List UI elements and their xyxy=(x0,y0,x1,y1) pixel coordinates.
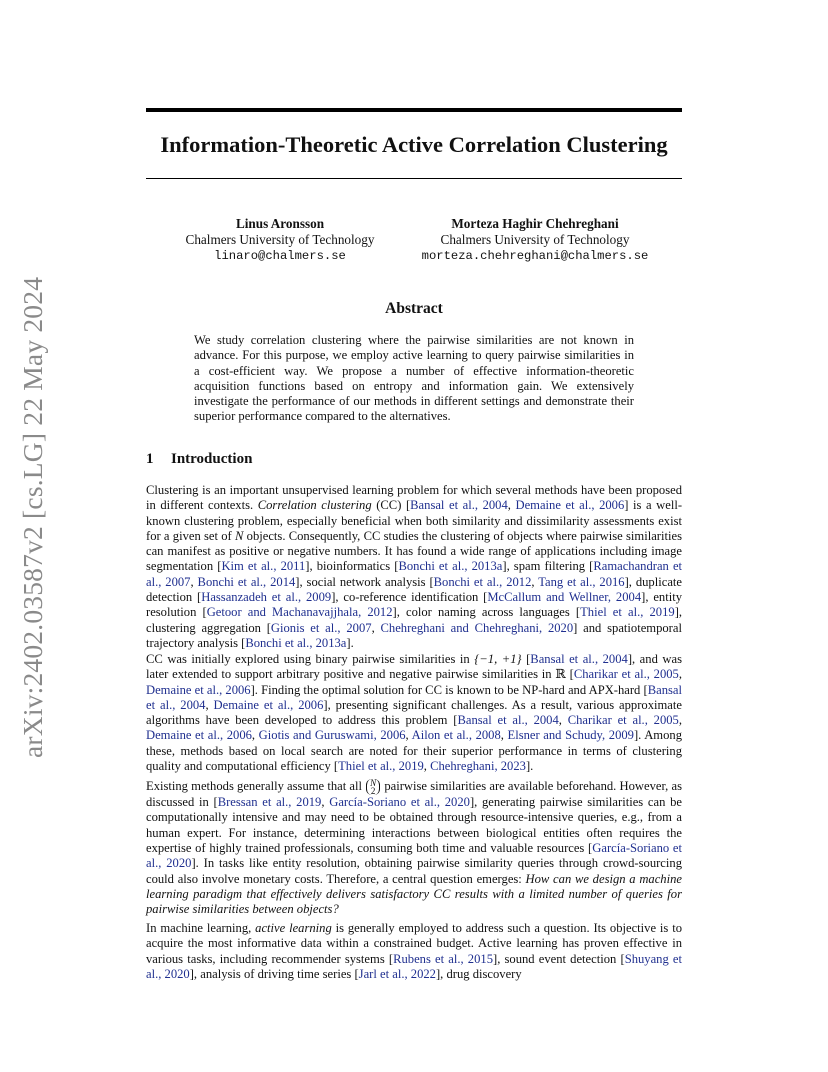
citation-link[interactable]: Bansal et al., 2004 xyxy=(457,713,559,728)
research-question: How can we design a machine learning paradigm that effectively delivers satisfactory CC results with a limited number of queries for pairwise similarities between objects? xyxy=(146,871,682,917)
author-name: Linus Aronsson xyxy=(235,216,325,231)
citation-link[interactable]: Demaine et al., 2006 xyxy=(515,498,625,513)
citation-link[interactable]: Ramachandran et al., 2007 xyxy=(146,559,683,589)
arxiv-identifier-stamp xyxy=(16,278,50,758)
author-email: morteza.chehreghani@chalmers.se xyxy=(421,249,649,263)
title-bottom-rule xyxy=(146,178,682,179)
citation-link[interactable]: Ailon et al., 2008 xyxy=(411,728,501,743)
arxiv-identifier-text: arXiv:2402.03587v2 [cs.LG] 22 May 2024 xyxy=(17,276,48,758)
citation-link[interactable]: Shuyang et al., 2020 xyxy=(146,951,683,981)
citation-link[interactable]: Gionis et al., 2007 xyxy=(270,620,372,635)
citation-link[interactable]: Charikar et al., 2005 xyxy=(573,667,679,682)
section-heading-introduction xyxy=(146,449,252,469)
paper-title: Information-Theoretic Active Correlation Clustering xyxy=(160,132,668,157)
citation-link[interactable]: Chehreghani and Chehreghani, 2020 xyxy=(380,620,574,635)
author-name: Morteza Haghir Chehreghani xyxy=(451,216,619,231)
math-symbol: N xyxy=(235,528,244,543)
citation-link[interactable]: Kim et al., 2011 xyxy=(221,559,306,574)
intro-paragraph-2: CC was initially explored using binary pairwise similarities in {−1, +1} [Bansal et al., 2004], and was later extended to support arbitrary positive and negative pairwise similarities in ℝ [Charikar et al., 2005, Demaine et al., 2006]. Finding the optimal solution for CC is known to be NP-hard and APX-hard [Bansal et al., 2004, Demaine et al., 2006], presenting significant challenges. As a result, various approximate algorithms have been developed to address this problem [Bansal et al., 2004, Charikar et al., 2005, Demaine et al., 2006, Giotis and Guruswami, 2006, Ailon et al., 2008, Elsner and Schudy, 2009]. Among these, methods based on local search are noted for their superior performance in terms of clustering quality and computational efficiency [Thiel et al., 2019, Chehreghani, 2023]. xyxy=(146,652,683,774)
citation-link[interactable]: Hassanzadeh et al., 2009 xyxy=(201,590,332,605)
citation-link[interactable]: Jarl et al., 2022 xyxy=(358,966,436,981)
author-affiliation: Chalmers University of Technology xyxy=(185,232,375,247)
citation-link[interactable]: McCallum and Wellner, 2004 xyxy=(487,590,642,605)
abstract-heading: Abstract xyxy=(385,300,443,317)
citation-link[interactable]: Demaine et al., 2006 xyxy=(213,697,324,712)
citation-link[interactable]: Charikar et al., 2005 xyxy=(567,713,679,728)
author-affiliation: Chalmers University of Technology xyxy=(440,232,630,247)
citation-link[interactable]: Thiel et al., 2019 xyxy=(580,605,675,620)
citation-link[interactable]: Bansal et al., 2004 xyxy=(146,682,682,712)
citation-link[interactable]: García-Soriano et al., 2020 xyxy=(146,841,683,871)
abstract-text: We study correlation clustering where the pairwise similarities are not known in advance. For this purpose, we employ active learning to query pairwise similarities in a cost-efficient way. We propose a number of effective information-theoretic acquisition functions based on entropy and information gain. We extensively investigate the performance of our methods in different settings and demonstrate their superior performance compared to the alternatives. xyxy=(194,333,634,424)
citation-link[interactable]: Giotis and Guruswami, 2006 xyxy=(258,728,406,743)
citation-link[interactable]: Bonchi et al., 2014 xyxy=(197,574,296,589)
intro-paragraph-3: Existing methods generally assume that all N 2 pairwise similarities are available beforehand. However, as discussed in [Bressan et al., 2019, García-Soriano et al., 2020], generating pairwise similarities can be computationally intensive and may need to be obtained through resource-intensive queries, e.g., from a human expert. For instance, determining interactions between biological entities often requires the expertise of highly trained professionals, consuming both time and valuable resources [García-Soriano et al., 2020]. In tasks like entity resolution, obtaining pairwise similarity queries through crowd-sourcing could also involve monetary costs. Therefore, a central question emerges: How can we design a machine learning paradigm that effectively delivers satisfactory CC results with a limited number of queries for pairwise similarities between objects? xyxy=(146,778,683,917)
author-block-1 xyxy=(170,216,390,264)
citation-link[interactable]: García-Soriano et al., 2020 xyxy=(329,795,470,810)
title-top-rule xyxy=(146,108,682,112)
intro-paragraph-4: In machine learning, active learning is generally employed to address such a question. Its objective is to acquire the most informative data within a constrained budget. Active learning has proven effective in various tasks, including recommender systems [Rubens et al., 2015], sound event detection [Shuyang et al., 2020], analysis of driving time series [Jarl et al., 2022], drug discovery xyxy=(146,921,683,981)
citation-link[interactable]: Demaine et al., 2006 xyxy=(146,682,251,697)
citation-link[interactable]: Bonchi et al., 2012 xyxy=(433,574,532,589)
binomial-coefficient: N 2 xyxy=(366,779,380,795)
author-email: linaro@chalmers.se xyxy=(214,249,346,263)
citation-link[interactable]: Getoor and Machanavajjhala, 2012 xyxy=(206,605,393,620)
citation-link[interactable]: Thiel et al., 2019 xyxy=(338,759,424,774)
citation-link[interactable]: Bansal et al., 2004 xyxy=(410,498,508,513)
citation-link[interactable]: Bonchi et al., 2013a xyxy=(398,559,503,574)
citation-link[interactable]: Bansal et al., 2004 xyxy=(530,652,628,666)
citation-link[interactable]: Tang et al., 2016 xyxy=(538,574,625,589)
citation-link[interactable]: Demaine et al., 2006 xyxy=(146,728,252,743)
section-number: 1 xyxy=(146,451,154,467)
citation-link[interactable]: Bonchi et al., 2013a xyxy=(245,635,347,650)
section-title: Introduction xyxy=(171,451,253,467)
citation-link[interactable]: Rubens et al., 2015 xyxy=(393,951,493,966)
citation-link[interactable]: Chehreghani, 2023 xyxy=(430,759,526,774)
math-set: {−1, +1} xyxy=(474,652,522,666)
author-block-2 xyxy=(410,216,660,264)
citation-link[interactable]: Elsner and Schudy, 2009 xyxy=(507,728,634,743)
intro-paragraph-1: Clustering is an important unsupervised learning problem for which several methods have been proposed in different contexts. Correlation clustering (CC) [Bansal et al., 2004, Demaine et al., 2006] is a well-known clustering problem, especially beneficial when both similarity and dissimilarity assessments exist for a given set of N objects. Consequently, CC studies the clustering of objects where pairwise similarities can manifest as positive or negative numbers. It has found a wide range of applications including image segmentation [Kim et al., 2011], bioinformatics [Bonchi et al., 2013a], spam filtering [Ramachandran et al., 2007, Bonchi et al., 2014], social network analysis [Bonchi et al., 2012, Tang et al., 2016], duplicate detection [Hassanzadeh et al., 2009], co-reference identification [McCallum and Wellner, 2004], entity resolution [Getoor and Machanavajjhala, 2012], color naming across languages [Thiel et al., 2019], clustering aggregation [Gionis et al., 2007, Chehreghani and Chehreghani, 2020] and spatiotemporal trajectory analysis [Bonchi et al., 2013a]. xyxy=(146,483,683,650)
citation-link[interactable]: Bressan et al., 2019 xyxy=(217,795,322,810)
